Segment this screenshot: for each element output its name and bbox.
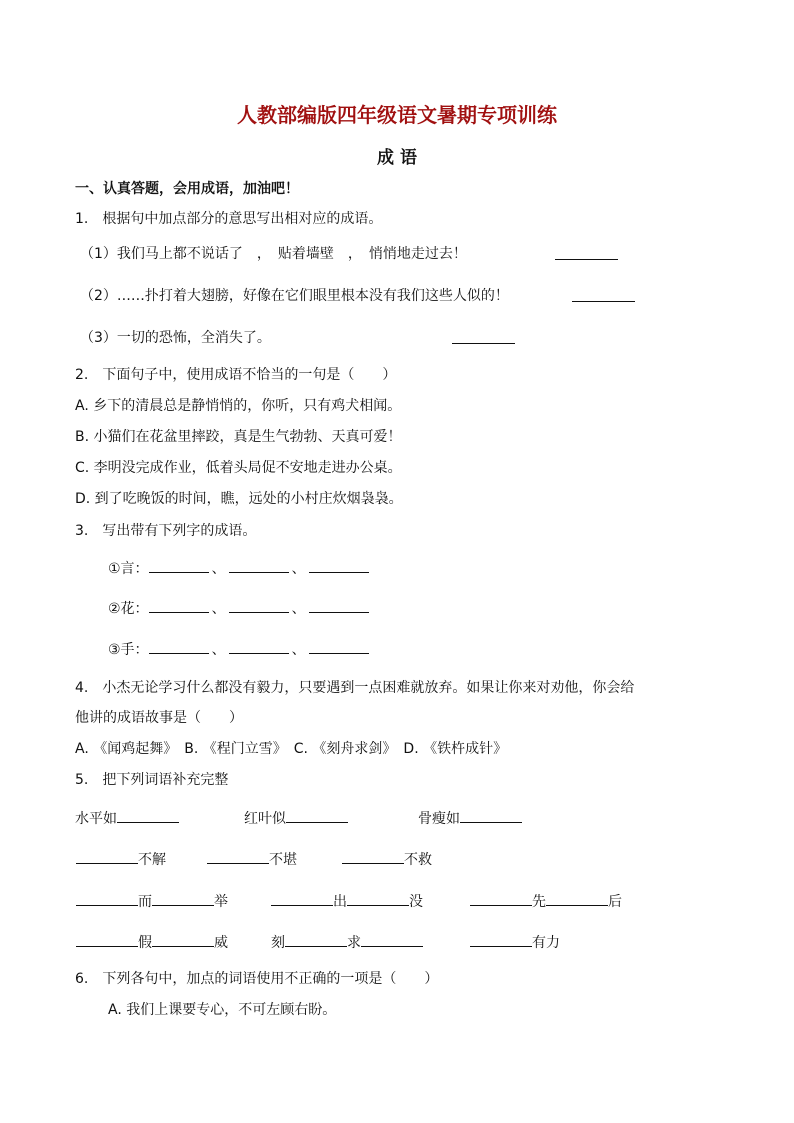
q5-word: 不堪 [269, 852, 297, 868]
q5-word: 没 [409, 894, 423, 910]
q1-answer-blank-1[interactable] [555, 245, 618, 260]
separator: 、 [211, 561, 226, 577]
q3-blank[interactable] [229, 558, 289, 573]
q5-blank[interactable] [207, 849, 269, 864]
q5-word: 有力 [532, 935, 560, 951]
q2-option-c: C. 李明没完成作业，低着头局促不安地走进办公桌。 [75, 460, 402, 476]
q2-option-d: D. 到了吃晚饭的时间，瞧，远处的小村庄炊烟袅袅。 [75, 491, 403, 507]
q5-word: 红叶似 [244, 811, 286, 827]
q1-sentence-1: （1）我们马上都不说话了 ， 贴着墙壁 ， 悄悄地走过去！ [80, 246, 467, 262]
q5-row-4-item-3 [470, 932, 560, 952]
q5-blank[interactable] [361, 932, 423, 947]
q3-blank[interactable] [309, 598, 369, 613]
q5-blank[interactable] [347, 891, 409, 906]
q5-word: 先 [532, 894, 546, 910]
q5-row-4-item-1 [76, 932, 228, 952]
q5-stem: 5. 把下列词语补充完整 [75, 772, 229, 788]
q1-answer-blank-2[interactable] [572, 287, 635, 302]
q3-blank[interactable] [229, 639, 289, 654]
q4-stem-line-1: 4. 小杰无论学习什么都没有毅力，只要遇到一点困难就放弃。如果让你来对劝他，你会给 [75, 680, 635, 696]
q3-item-2-label: ②花： [108, 601, 149, 617]
q5-row-3-item-1 [76, 891, 228, 911]
q5-row-3-item-3 [470, 891, 622, 911]
q5-blank[interactable] [76, 932, 138, 947]
q5-blank[interactable] [76, 891, 138, 906]
q5-word: 不救 [404, 852, 432, 868]
q3-blank[interactable] [149, 639, 209, 654]
q3-item-1 [108, 558, 369, 578]
section-heading: 一、认真答题，会用成语，加油吧！ [75, 181, 299, 197]
q4-options: A. 《闻鸡起舞》 B. 《程门立雪》 C. 《刻舟求剑》 D. 《铁杵成针》 [75, 741, 508, 757]
separator: 、 [291, 561, 306, 577]
q5-word: 刻 [271, 935, 285, 951]
q5-word: 出 [333, 894, 347, 910]
q5-word: 举 [214, 894, 228, 910]
q5-row-1-item-2 [244, 808, 348, 828]
page-title: 人教部编版四年级语文暑期专项训练 [237, 103, 557, 127]
q3-item-1-label: ①言： [108, 561, 149, 577]
q5-row-1-item-1 [75, 808, 179, 828]
q2-option-b: B. 小猫们在花盆里摔跤，真是生气勃勃、天真可爱！ [75, 429, 402, 445]
q5-word: 求 [347, 935, 361, 951]
q5-blank[interactable] [460, 808, 522, 823]
q5-word: 骨瘦如 [418, 811, 460, 827]
q5-blank[interactable] [470, 891, 532, 906]
q5-row-2-item-1 [76, 849, 166, 869]
q5-word: 不解 [138, 852, 166, 868]
q5-blank[interactable] [470, 932, 532, 947]
page-subtitle: 成 语 [377, 148, 417, 168]
q5-word: 威 [214, 935, 228, 951]
q5-blank[interactable] [546, 891, 608, 906]
q3-blank[interactable] [149, 598, 209, 613]
q2-option-a: A. 乡下的清晨总是静悄悄的，你听，只有鸡犬相闻。 [75, 398, 402, 414]
q1-answer-blank-3[interactable] [452, 329, 515, 344]
q6-option-a: A. 我们上课要专心，不可左顾右盼。 [108, 1002, 337, 1018]
q2-stem: 2. 下面句子中，使用成语不恰当的一句是（ ） [75, 367, 397, 383]
q5-blank[interactable] [76, 849, 138, 864]
q1-stem: 1. 根据句中加点部分的意思写出相对应的成语。 [75, 211, 383, 227]
q3-item-3 [108, 639, 369, 659]
q5-row-2-item-2 [207, 849, 297, 869]
q5-blank[interactable] [152, 932, 214, 947]
q5-blank[interactable] [285, 932, 347, 947]
q3-blank[interactable] [229, 598, 289, 613]
q1-sentence-2: （2）……扑打着大翅膀，好像在它们眼里根本没有我们这些人似的！ [80, 288, 509, 304]
q3-item-2 [108, 598, 369, 618]
q6-stem: 6. 下列各句中，加点的词语使用不正确的一项是（ ） [75, 971, 439, 987]
q3-blank[interactable] [309, 639, 369, 654]
separator: 、 [291, 601, 306, 617]
q5-word: 水平如 [75, 811, 117, 827]
q4-stem-line-2: 他讲的成语故事是（ ） [75, 710, 243, 726]
separator: 、 [211, 601, 226, 617]
q3-blank[interactable] [149, 558, 209, 573]
q5-word: 后 [608, 894, 622, 910]
q5-row-1-item-3 [418, 808, 522, 828]
q5-blank[interactable] [152, 891, 214, 906]
q5-blank[interactable] [117, 808, 179, 823]
separator: 、 [291, 642, 306, 658]
q5-blank[interactable] [271, 891, 333, 906]
q5-blank[interactable] [342, 849, 404, 864]
q5-blank[interactable] [286, 808, 348, 823]
q5-word: 而 [138, 894, 152, 910]
q3-item-3-label: ③手： [108, 642, 149, 658]
q3-stem: 3. 写出带有下列字的成语。 [75, 523, 257, 539]
q3-blank[interactable] [309, 558, 369, 573]
q5-word: 假 [138, 935, 152, 951]
q5-row-4-item-2 [271, 932, 423, 952]
separator: 、 [211, 642, 226, 658]
q5-row-3-item-2 [271, 891, 423, 911]
q5-row-2-item-3 [342, 849, 432, 869]
q1-sentence-3: （3）一切的恐怖，全消失了。 [80, 330, 271, 346]
